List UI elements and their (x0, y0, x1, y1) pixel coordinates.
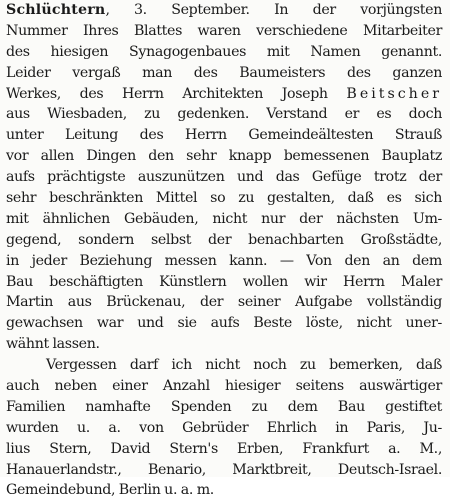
dateline-date: , 3. September. (105, 2, 250, 18)
article-line: Familien namhafte Spenden zu dem Bau gestiftet (6, 398, 442, 415)
article-line: Hanauerlandstr., Benario, Marktbreit, Deutsch-Israel. (6, 461, 442, 478)
article-line: vor allen Dingen den sehr knapp bemessenen Bauplatz (6, 148, 442, 165)
article-line: aufs prächtigste auszunützen und das Gefüge trotz der (6, 169, 442, 186)
article-line: unter Leitung des Herrn Gemeindeältesten Strauß (6, 127, 442, 144)
article-line: sehr beschränkten Mittel so zu gestalten, daß es sich (6, 190, 442, 207)
article-line: gegend, sondern selbst der benachbarten Großstädte, (6, 231, 442, 248)
article-line: in jeder Beziehung messen kann. — Von den an dem (6, 252, 442, 269)
article-line (6, 84, 442, 105)
article-line: gewachsen war und sie aufs Beste löste, nicht uner- (6, 315, 442, 332)
article-line (6, 0, 442, 21)
dateline-place: Schlüchtern (6, 2, 106, 18)
article-line: auch neben einer Anzahl hiesiger seitens auswärtiger (6, 378, 442, 395)
article-line: wurden u. a. von Gebrüder Ehrlich in Paris, Ju- (6, 419, 442, 436)
article-line: Martin aus Brückenau, der seiner Aufgabe vollständig (6, 294, 442, 311)
article-line: des hiesigen Synagogenbaues mit Namen genannt. (6, 43, 442, 60)
article-line: Nummer Ihres Blattes waren verschiedene Mitarbeiter (6, 22, 442, 39)
article-line: Vergessen darf ich nicht noch zu bemerken, daß (46, 357, 442, 374)
article-line: Gemeindebund, Berlin u. a. m. (6, 482, 214, 499)
article-line-text: In der vorjüngsten (274, 2, 442, 18)
article-line: mit ähnlichen Gebäuden, nicht nur der nächsten Um- (6, 210, 442, 227)
article-body (6, 0, 442, 501)
article-line: Bau beschäftigten Künstlern wollen wir Herrn Maler (6, 273, 442, 290)
architect-surname: Beitscher (346, 85, 442, 102)
article-line: aus Wiesbaden, zu gedenken. Verstand er es doch (6, 106, 442, 123)
article-line: Leider vergaß man des Baumeisters des ganzen (6, 64, 442, 81)
article-line: wähnt lassen. (6, 336, 100, 353)
article-line: lius Stern, David Stern's Erben, Frankfurt a. M., (6, 440, 442, 457)
article-line-text: Werkes, des Herrn Architekten Joseph (6, 85, 328, 102)
